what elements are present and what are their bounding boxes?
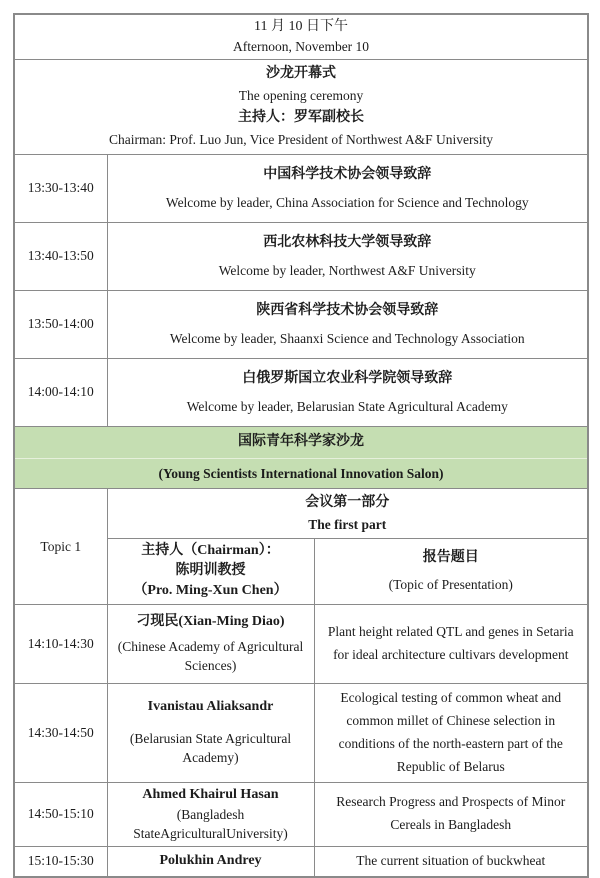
talk-topic: Ecological testing of common wheat and common millet of Chinese selection in conditions of the north-eastern part of the Republic of Belarus	[338, 689, 563, 774]
talk-row	[14, 846, 588, 876]
time-slot: 14:30-14:50	[27, 724, 94, 740]
salon-banner-zh-row	[14, 426, 588, 458]
talk-topic: The current situation of buckwheat	[356, 852, 546, 868]
opening-chair-zh: 主持人：罗军副校长	[238, 109, 365, 125]
time-slot: 14:10-14:30	[27, 635, 94, 651]
topic-label: Topic 1	[40, 538, 82, 554]
time-slot: 13:50-14:00	[27, 316, 94, 332]
welcome-zh: 西北农林科技大学领导致辞	[263, 234, 432, 250]
session-part-row	[14, 488, 588, 538]
part-title-zh: 会议第一部分	[305, 494, 390, 510]
speaker-name: Ahmed Khairul Hasan	[142, 786, 279, 802]
time-slot: 14:50-15:10	[27, 806, 94, 822]
time-slot: 13:40-13:50	[27, 248, 94, 264]
talk-row	[14, 782, 588, 846]
welcome-zh: 中国科学技术协会领导致辞	[263, 166, 432, 182]
welcome-en: Welcome by leader, Northwest A&F University	[218, 262, 476, 278]
salon-banner-zh: 国际青年科学家沙龙	[238, 434, 365, 450]
welcome-en: Welcome by leader, Shaanxi Science and Technology Association	[169, 330, 525, 346]
welcome-en: Welcome by leader, Belarusian State Agricultural Academy	[186, 398, 508, 414]
opening-title-en: The opening ceremony	[238, 88, 364, 104]
topic-header-en: (Topic of Presentation)	[388, 577, 513, 593]
welcome-zh: 白俄罗斯国立农业科学院领导致辞	[242, 370, 453, 386]
opening-ceremony-row	[14, 59, 588, 154]
talk-topic: Research Progress and Prospects of Minor Cereals in Bangladesh	[336, 794, 566, 833]
salon-banner-en: (Young Scientists International Innovation Salon)	[158, 465, 444, 481]
date-header-row	[14, 14, 588, 59]
date-zh: 11 月 10 日下午	[254, 19, 348, 34]
opening-chair-en: Chairman: Prof. Luo Jun, Vice President of Northwest A&F University	[109, 132, 494, 148]
salon-banner-en-row	[14, 458, 588, 488]
talk-row	[14, 604, 588, 683]
time-slot: 15:10-15:30	[27, 853, 94, 869]
topic-header-zh: 报告题目	[422, 549, 479, 565]
conference-schedule-table	[13, 13, 589, 878]
welcome-row	[14, 358, 588, 426]
speaker-affiliation: (Chinese Academy of Agricultural Sciences)	[117, 638, 304, 674]
time-slot: 13:30-13:40	[27, 180, 94, 196]
welcome-zh: 陕西省科学技术协会领导致辞	[256, 302, 439, 318]
speaker-name: Ivanistau Aliaksandr	[147, 699, 274, 715]
welcome-en: Welcome by leader, China Association for Science and Technology	[165, 194, 529, 210]
speaker-affiliation: (Belarusian State Agricultural Academy)	[129, 730, 292, 766]
welcome-row	[14, 222, 588, 290]
part-title-en: The first part	[308, 516, 387, 532]
opening-title-zh: 沙龙开幕式	[266, 65, 337, 81]
welcome-row	[14, 290, 588, 358]
welcome-row	[14, 154, 588, 222]
speaker-affiliation: (Bangladesh StateAgriculturalUniversity)	[133, 806, 288, 842]
chairman-name-en: （Pro. Ming-Xun Chen）	[133, 583, 288, 599]
date-en: Afternoon, November 10	[232, 39, 370, 55]
talk-topic: Plant height related QTL and genes in Setaria for ideal architecture cultivars development	[327, 623, 574, 662]
speaker-name: Polukhin Andrey	[159, 853, 262, 869]
speaker-name: 刁现民(Xian-Ming Diao)	[136, 613, 285, 629]
chairman-name-zh: 陈明训教授	[175, 563, 246, 579]
chairman-label: 主持人（Chairman）：	[141, 542, 280, 558]
time-slot: 14:00-14:10	[27, 384, 94, 400]
talk-row	[14, 683, 588, 782]
